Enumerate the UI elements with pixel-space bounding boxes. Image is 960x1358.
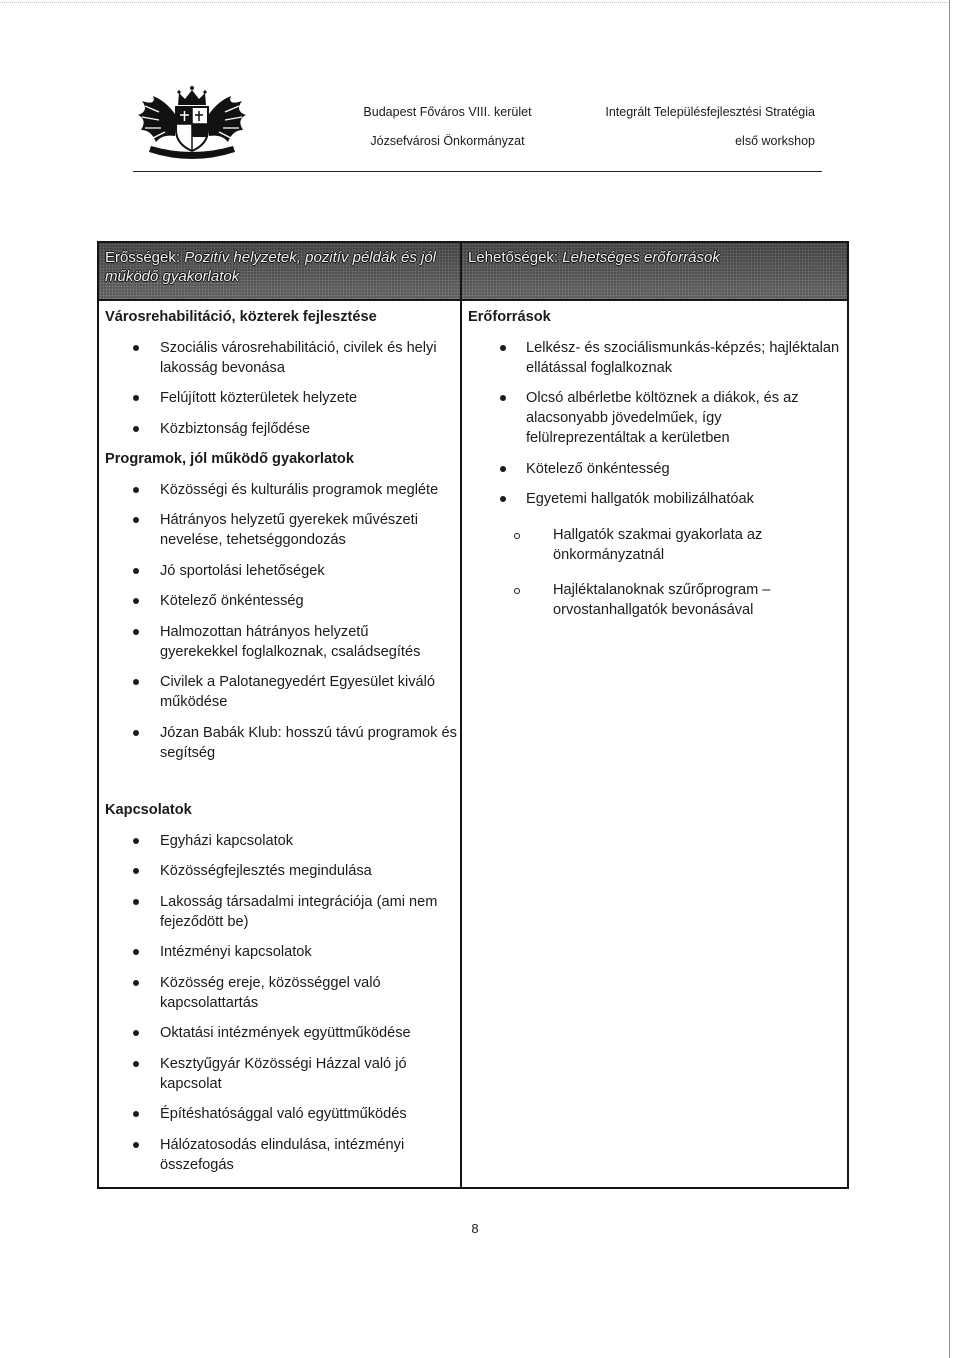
bullet-icon bbox=[133, 629, 139, 635]
bullet-icon bbox=[133, 1061, 139, 1067]
list-item-text: Közösség ereje, közösséggel való kapcsolattartás bbox=[160, 974, 381, 1011]
list-item bbox=[99, 892, 460, 932]
list-item-text: Szociális városrehabilitáció, civilek és helyi lakosság bevonása bbox=[160, 339, 437, 376]
list-item bbox=[99, 1135, 460, 1175]
bullet-icon bbox=[133, 598, 139, 604]
list-item-text: Közbiztonság fejlődése bbox=[160, 420, 311, 437]
list-item-text: Kötelező önkéntesség bbox=[526, 460, 670, 477]
list-item-text: Jó sportolási lehetőségek bbox=[160, 562, 325, 579]
list-item bbox=[99, 419, 460, 439]
heading-label: Lehetőségek: bbox=[468, 249, 559, 266]
list-item bbox=[462, 388, 847, 448]
shield-icon bbox=[176, 107, 208, 151]
list-item bbox=[99, 672, 460, 712]
hollow-bullet-icon bbox=[514, 533, 520, 539]
document-title: Integrált Településfejlesztési Stratégia bbox=[605, 105, 815, 119]
list-item-text: Józan Babák Klub: hosszú távú programok és segítség bbox=[160, 724, 457, 761]
sub-list-item bbox=[462, 580, 847, 620]
crown-icon bbox=[177, 86, 206, 105]
strengths-heading bbox=[105, 248, 436, 286]
list-item bbox=[99, 480, 460, 500]
bullet-icon bbox=[133, 1142, 139, 1148]
list-item-text: Építéshatósággal való együttműködés bbox=[160, 1106, 407, 1122]
list-item bbox=[99, 338, 460, 378]
list-item-text: Intézményi kapcsolatok bbox=[160, 944, 312, 960]
right-griffin-icon bbox=[209, 96, 246, 142]
bullet-icon bbox=[133, 568, 139, 574]
opportunities-heading bbox=[468, 248, 720, 267]
bullet-icon bbox=[133, 1111, 139, 1117]
bullet-icon bbox=[133, 730, 139, 736]
list-item bbox=[99, 591, 460, 611]
list-item bbox=[99, 622, 460, 662]
list-item bbox=[99, 1104, 460, 1124]
coat-of-arms-graphic bbox=[137, 84, 247, 164]
coat-of-arms-icon bbox=[137, 84, 247, 164]
list-item bbox=[99, 1023, 460, 1043]
sub-list-item-text: Hallgatók szakmai gyakorlata az önkormányzatnál bbox=[553, 526, 763, 563]
org-name: Budapest Főváros VIII. kerület bbox=[363, 105, 532, 119]
bullet-icon bbox=[133, 1030, 139, 1036]
list-item bbox=[99, 561, 460, 581]
list-item-text: Közösségi és kulturális programok megléte bbox=[160, 481, 439, 498]
bullet-icon bbox=[133, 980, 139, 986]
list-item-text: Egyetemi hallgatók mobilizálhatóak bbox=[526, 491, 754, 507]
list-item-text: Felújított közterületek helyzete bbox=[160, 390, 358, 406]
bullet-icon bbox=[133, 899, 139, 905]
list-item bbox=[99, 973, 460, 1013]
bullet-icon bbox=[133, 345, 139, 351]
scan-right-edge bbox=[949, 0, 950, 1358]
bullet-icon bbox=[133, 838, 139, 844]
sub-list-item bbox=[462, 525, 847, 565]
left-griffin-icon bbox=[138, 96, 175, 142]
list-item-text: Kesztyűgyár Közösségi Házzal való jó kapcsolat bbox=[160, 1055, 407, 1092]
list-item-text: Halmozottan hátrányos helyzetű gyerekekkel foglalkoznak, családsegítés bbox=[160, 623, 421, 660]
list-item-text: Oktatási intézmények együttműködése bbox=[160, 1025, 411, 1041]
list-item-text: Lakosság társadalmi integrációja (ami nem fejeződött be) bbox=[160, 893, 438, 930]
bullet-icon bbox=[133, 868, 139, 874]
bullet-icon bbox=[133, 426, 139, 432]
opportunities-cell bbox=[462, 301, 847, 620]
org-subtitle: Józsefvárosi Önkormányzat bbox=[370, 134, 525, 148]
list-item bbox=[99, 831, 460, 851]
list-item-text: Hátrányos helyzetű gyerekek művészeti nevelése, tehetséggondozás bbox=[160, 512, 418, 548]
header-rule bbox=[133, 171, 822, 172]
list-item-text: Lelkész- és szociálismunkás-képzés; hajléktalan ellátással foglalkoznak bbox=[526, 339, 840, 376]
bullet-icon bbox=[133, 395, 139, 401]
list-item bbox=[462, 459, 847, 479]
sub-list-item-text: Hajléktalanoknak szűrőprogram – orvostanhallgatók bevonásával bbox=[553, 582, 771, 618]
list-item-text: Közösségfejlesztés megindulása bbox=[160, 863, 372, 879]
section-title: Programok, jól működő gyakorlatok bbox=[105, 451, 354, 467]
list-item bbox=[462, 489, 847, 509]
heading-label: Erősségek: bbox=[105, 249, 181, 266]
list-item bbox=[99, 510, 460, 550]
list-item-text: Hálózatosodás elindulása, intézményi összefogás bbox=[160, 1136, 405, 1173]
section-title: Városrehabilitáció, közterek fejlesztése bbox=[105, 309, 377, 325]
bullet-icon bbox=[500, 395, 506, 401]
list-item bbox=[99, 388, 460, 408]
heading-text: Pozitív helyzetek, pozitív példák és jól működő gyakorlatok bbox=[105, 249, 437, 285]
bullet-icon bbox=[133, 517, 139, 523]
list-item bbox=[99, 1054, 460, 1094]
hollow-bullet-icon bbox=[514, 588, 520, 594]
list-item-text: Egyházi kapcsolatok bbox=[160, 832, 294, 849]
list-item-text: Kötelező önkéntesség bbox=[160, 593, 304, 609]
list-item bbox=[99, 861, 460, 881]
list-item-text: Civilek a Palotanegyedért Egyesület kiváló működése bbox=[160, 674, 436, 710]
bullet-icon bbox=[133, 949, 139, 955]
list-item bbox=[462, 338, 847, 378]
bullet-icon bbox=[133, 487, 139, 493]
bullet-icon bbox=[500, 496, 506, 502]
bullet-icon bbox=[500, 345, 506, 351]
list-item bbox=[99, 942, 460, 962]
page-number: 8 bbox=[471, 1221, 479, 1236]
bullet-icon bbox=[500, 466, 506, 472]
strengths-cell bbox=[99, 301, 460, 1175]
section-title: Kapcsolatok bbox=[105, 802, 192, 818]
document-subtitle: első workshop bbox=[735, 134, 815, 148]
heading-text: Lehetséges erőforrások bbox=[562, 249, 720, 266]
list-item bbox=[99, 723, 460, 763]
section-title: Erőforrások bbox=[468, 309, 551, 325]
bullet-icon bbox=[133, 679, 139, 685]
list-item-text: Olcsó albérletbe költöznek a diákok, és az alacsonyabb jövedelműek, így felülreprezentáltak a kerületben bbox=[526, 390, 799, 446]
scan-top-edge bbox=[0, 2, 949, 3]
